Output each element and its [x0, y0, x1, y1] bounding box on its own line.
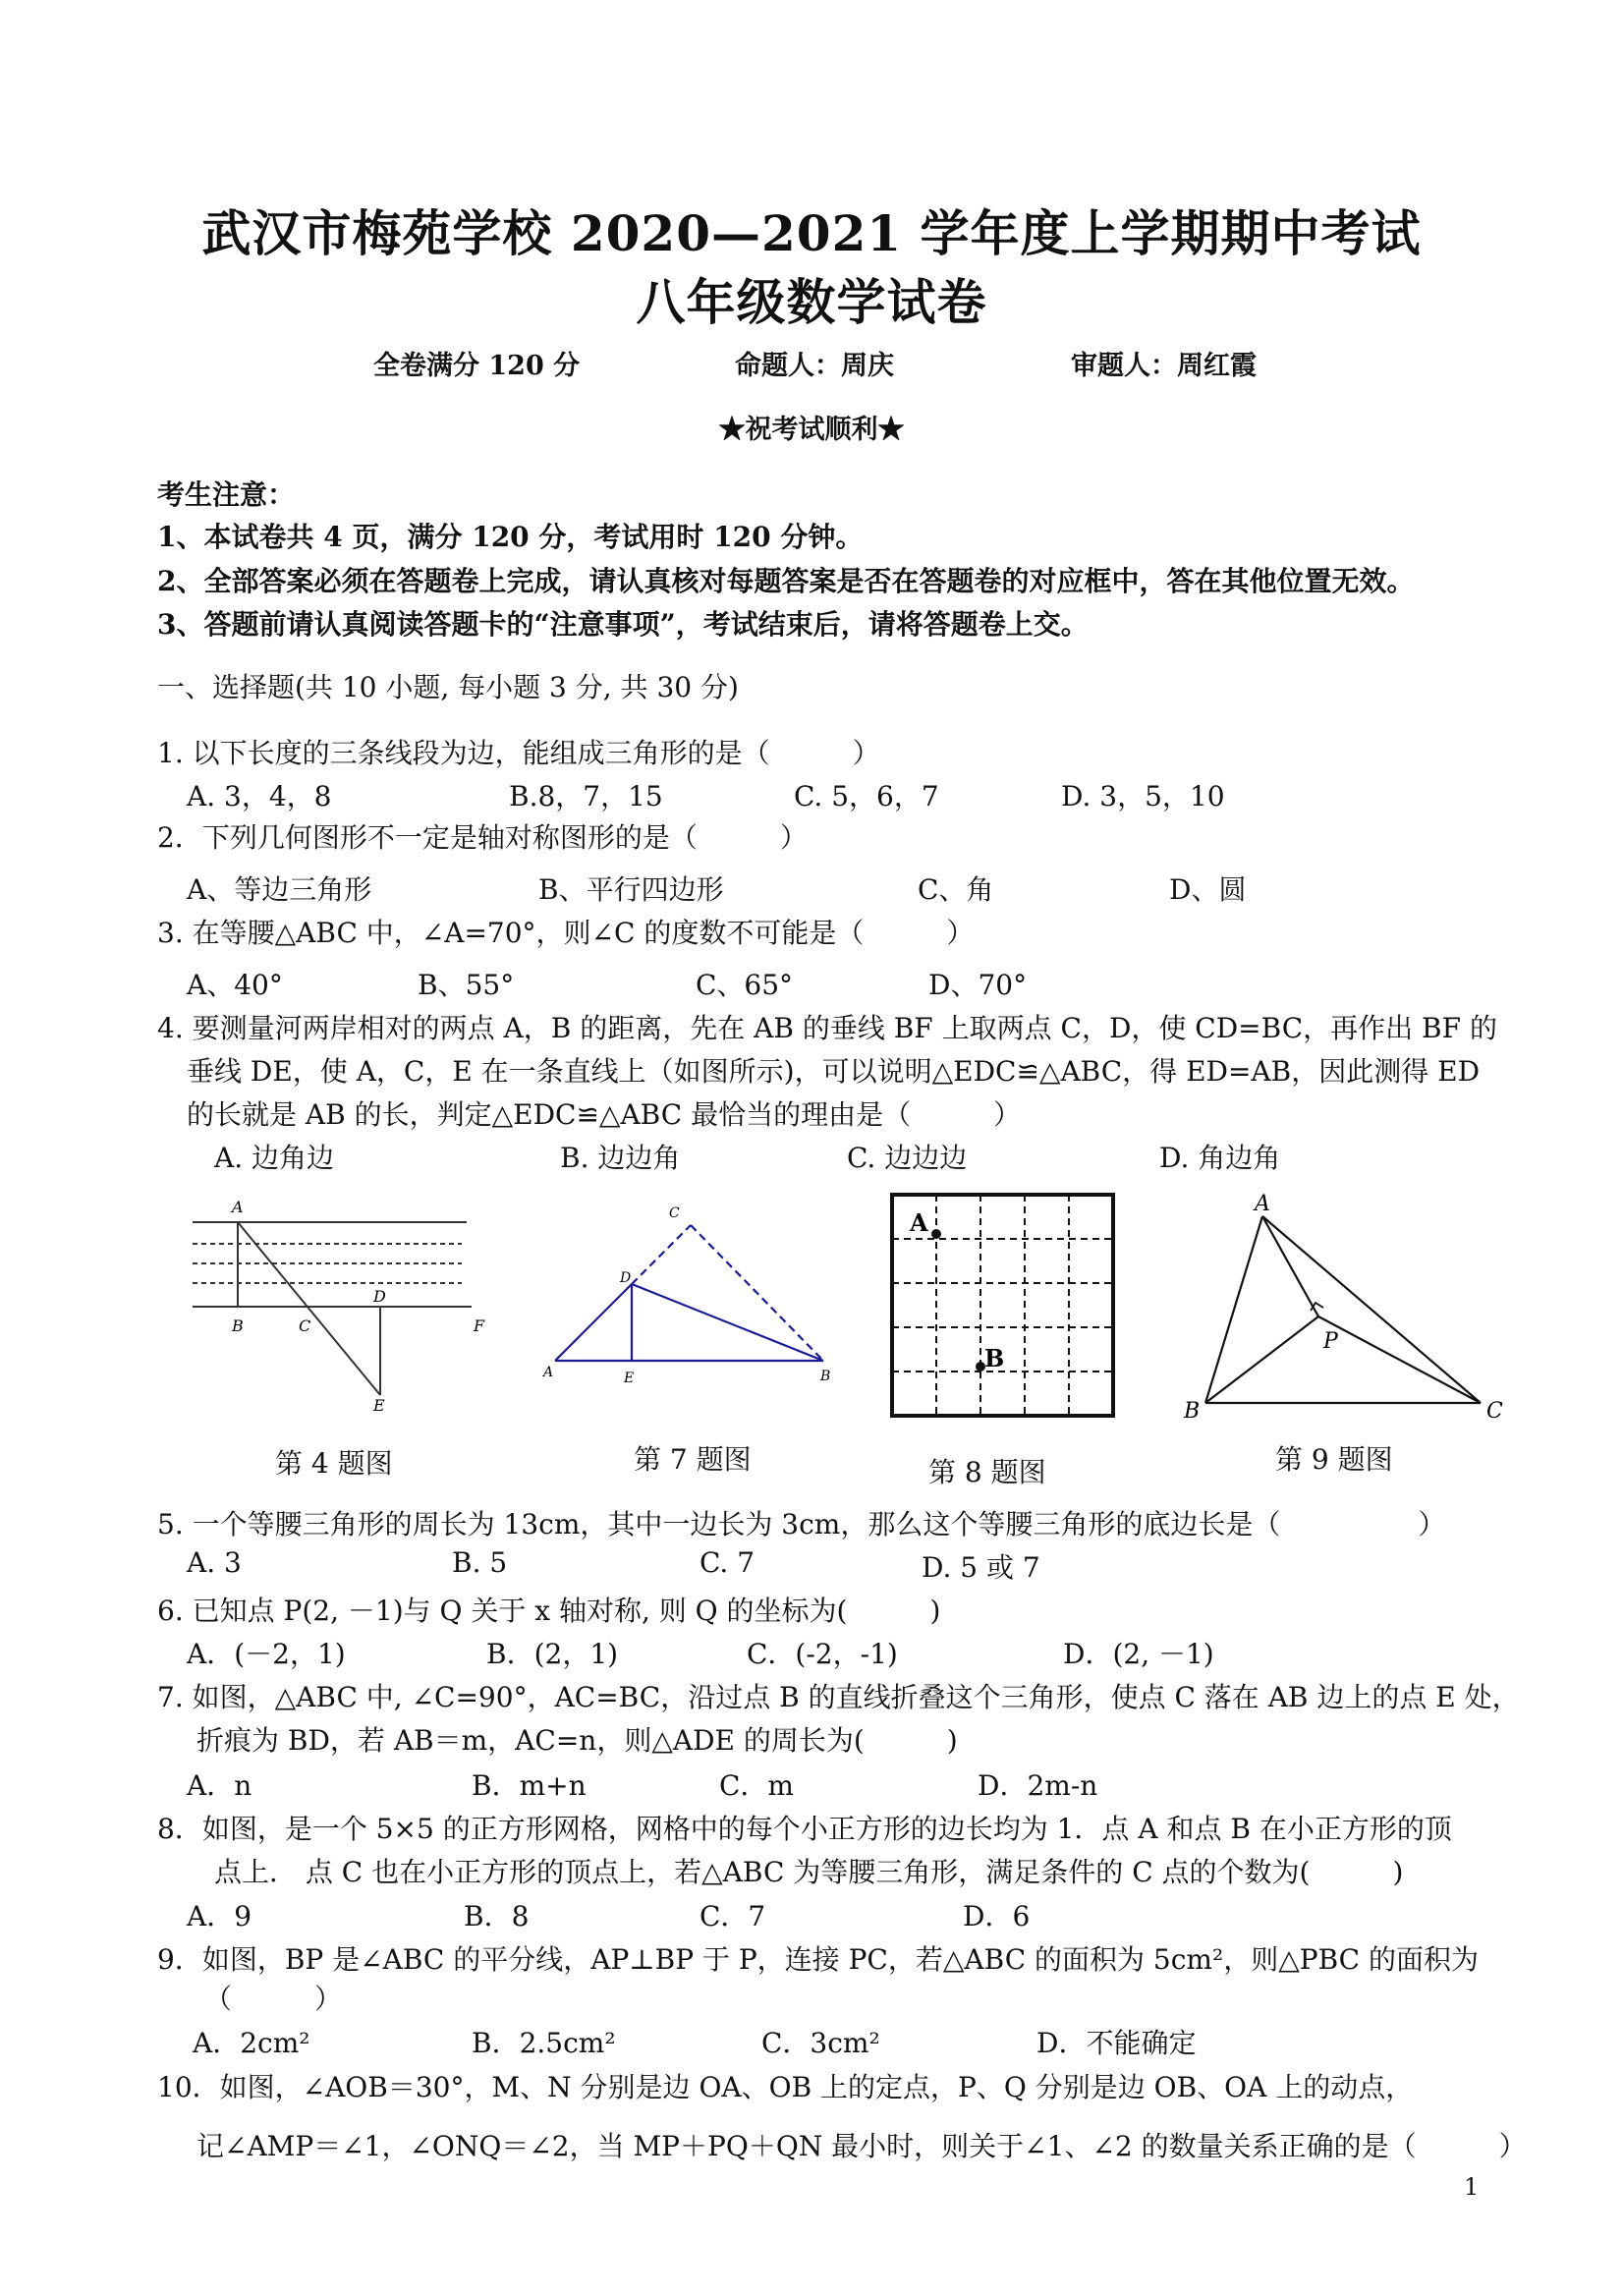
option-a: A．9	[187, 1900, 252, 1932]
exam-subtitle: 八年级数学试卷	[636, 273, 987, 331]
full-score: 全卷满分 120 分	[373, 351, 581, 381]
point-label-e: E	[624, 1371, 635, 1386]
figure-caption: 第 8 题图	[928, 1456, 1046, 1488]
question-stem-cont: 垂线 DE，使 A，C，E 在一条直线上（如图所示)，可以说明△EDC≌△ABC，得 ED=AB，因此测得 ED	[187, 1055, 1481, 1088]
point-label-e: E	[373, 1396, 385, 1413]
question-stem: 3. 在等腰△ABC 中，∠A=70°，则∠C 的度数不可能是（ ）	[157, 917, 975, 949]
point-label-d: D	[373, 1287, 386, 1306]
point-label-p: P	[1323, 1329, 1338, 1354]
blessing: ★祝考试顺利★	[718, 415, 905, 445]
question-stem: 9．如图，BP 是∠ABC 的平分线，AP⊥BP 于 P，连接 PC，若△ABC 的面积为 5cm²，则△PBC 的面积为	[157, 1943, 1479, 1976]
point-label-a: A	[232, 1198, 244, 1216]
point-label-c: C	[299, 1316, 311, 1335]
option-c: C．7	[700, 1900, 766, 1932]
option-b: B.8，7，15	[509, 780, 663, 812]
question-stem: 1. 以下长度的三条线段为边，能组成三角形的是（ ）	[157, 737, 880, 769]
point-label-b: B	[820, 1369, 831, 1384]
section-heading: 一、选择题(共 10 小题, 每小题 3 分, 共 30 分)	[157, 671, 739, 703]
question-stem: 6. 已知点 P(2, －1)与 Q 关于 x 轴对称, 则 Q 的坐标为( )	[157, 1595, 941, 1627]
option-d: D．不能确定	[1036, 2027, 1197, 2059]
option-a: A．n	[187, 1769, 252, 1802]
exam-title: 武汉市梅苑学校 2020—2021 学年度上学期期中考试	[201, 204, 1422, 262]
question-stem: 10．如图，∠AOB＝30°，M、N 分别是边 OA、OB 上的定点，P、Q 分别是边 OB、OA 上的动点，	[157, 2071, 1414, 2103]
question-stem: 2．下列几何图形不一定是轴对称图形的是（ ）	[157, 821, 808, 854]
question-stem-cont: 记∠AMP＝∠1，∠ONQ＝∠2，当 MP＋PQ＋QN 最小时，则关于∠1、∠2 的数量关系正确的是（ ）	[196, 2130, 1527, 2162]
option-b: B. 5	[452, 1546, 508, 1579]
option-c: C. 5，6，7	[794, 780, 939, 812]
question-stem: 7. 如图，△ABC 中, ∠C=90°，AC=BC，沿过点 B 的直线折叠这个三角形，使点 C 落在 AB 边上的点 E 处，	[157, 1681, 1520, 1713]
question-stem-cont: 的长就是 AB 的长，判定△EDC≌△ABC 最恰当的理由是（ ）	[187, 1098, 1022, 1131]
option-b: B．8	[464, 1900, 530, 1932]
option-b: B. 边边角	[560, 1142, 681, 1174]
point-label-a: A	[1255, 1192, 1270, 1216]
author: 命题人：周庆	[735, 351, 894, 381]
option-d: D．6	[963, 1900, 1031, 1932]
question-stem-cont: （ ）	[204, 1983, 343, 2015]
figure-4	[177, 1197, 501, 1413]
option-c: C．3cm²	[761, 2027, 880, 2059]
option-d: D. 3，5，10	[1061, 780, 1225, 812]
question-stem: 4. 要测量河两岸相对的两点 A，B 的距离，先在 AB 的垂线 BF 上取两点 C，D，使 CD=BC，再作出 BF 的	[157, 1012, 1497, 1044]
option-d: D. 5 或 7	[922, 1551, 1040, 1584]
option-d: D、圆	[1169, 873, 1247, 906]
option-a: A. 3	[187, 1546, 242, 1579]
option-c: C．m	[719, 1769, 794, 1802]
point-label-c: C	[669, 1205, 680, 1221]
question-stem: 5. 一个等腰三角形的周长为 13cm，其中一边长为 3cm，那么这个等腰三角形的底边长是（ ）	[157, 1508, 1446, 1540]
option-c: C、角	[918, 873, 994, 906]
question-stem: 8．如图，是一个 5×5 的正方形网格，网格中的每个小正方形的边长均为 1．点 A 和点 B 在小正方形的顶	[157, 1813, 1452, 1845]
point-label-c: C	[1486, 1399, 1503, 1424]
point-label-b: B	[232, 1316, 244, 1335]
notice-item: 2、全部答案必须在答题卷上完成，请认真核对每题答案是否在答题卷的对应框中，答在其他位置无效。	[157, 565, 1415, 597]
option-a: A. 3，4，8	[187, 780, 332, 812]
point-label-d: D	[620, 1270, 632, 1286]
option-c: C．(-2，-1)	[747, 1638, 898, 1670]
notice-item: 3、答题前请认真阅读答题卡的“注意事项”，考试结束后，请将答题卷上交。	[157, 608, 1089, 641]
option-a: A．(－2，1)	[187, 1638, 346, 1670]
option-c: C、65°	[696, 969, 794, 1001]
point-label-f: F	[474, 1316, 485, 1335]
point-label-a: A	[543, 1365, 554, 1380]
option-b: B．(2，1)	[486, 1638, 619, 1670]
figure-9	[1174, 1189, 1518, 1425]
reviewer: 审题人：周红霞	[1071, 351, 1257, 381]
point-label-b: B	[1184, 1399, 1201, 1424]
notice-heading: 考生注意：	[157, 478, 296, 511]
option-d: D. 角边角	[1159, 1142, 1281, 1174]
question-stem-cont: 折痕为 BD，若 AB＝m，AC=n，则△ADE 的周长为( )	[196, 1724, 958, 1757]
option-d: D．2m-n	[978, 1769, 1098, 1802]
question-stem-cont: 点上． 点 C 也在小正方形的顶点上，若△ABC 为等腰三角形，满足条件的 C 点的个数为( )	[214, 1856, 1404, 1888]
point-label-b: B	[984, 1344, 1005, 1372]
option-c: C. 边边边	[847, 1142, 968, 1174]
option-b: B、平行四边形	[538, 873, 724, 906]
figure-8	[884, 1187, 1120, 1423]
option-a: A．2cm²	[193, 2027, 310, 2059]
figure-caption: 第 4 题图	[275, 1447, 393, 1480]
figure-7	[535, 1204, 840, 1390]
option-d: D、70°	[928, 969, 1028, 1001]
figure-caption: 第 7 题图	[634, 1443, 752, 1476]
option-b: B．2.5cm²	[472, 2027, 616, 2059]
notice-item: 1、本试卷共 4 页，满分 120 分，考试用时 120 分钟。	[157, 521, 864, 553]
option-b: B．m+n	[472, 1769, 587, 1802]
option-b: B、55°	[418, 969, 515, 1001]
option-a: A、等边三角形	[187, 873, 372, 906]
option-d: D．(2, －1)	[1063, 1638, 1214, 1670]
page-number: 1	[1464, 2173, 1480, 2201]
option-a: A. 边角边	[214, 1142, 335, 1174]
point-label-a: A	[910, 1208, 928, 1237]
figure-caption: 第 9 题图	[1275, 1443, 1393, 1476]
option-c: C. 7	[700, 1546, 756, 1579]
option-a: A、40°	[187, 969, 283, 1001]
